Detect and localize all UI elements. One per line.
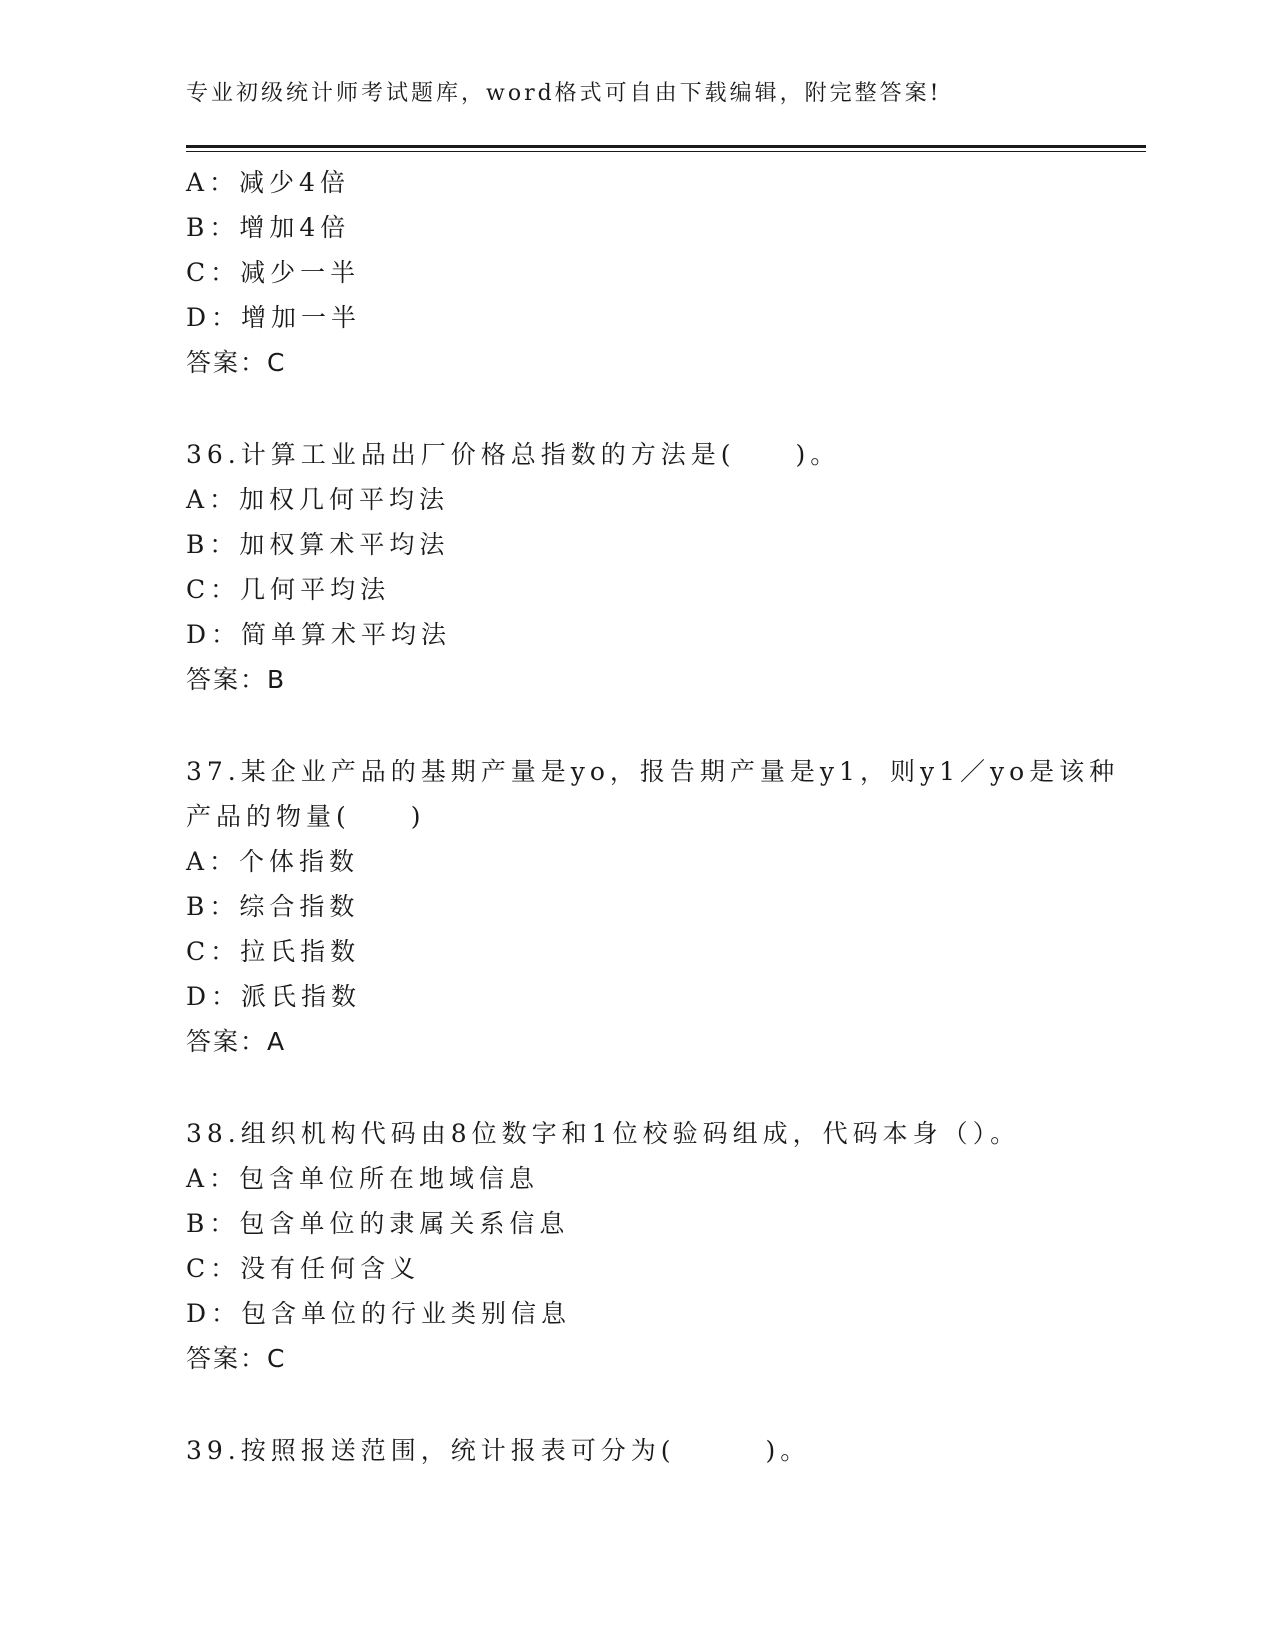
answer-line: 答案：C <box>186 1344 287 1373</box>
option-b: B：加权算术平均法 <box>186 530 450 559</box>
answer-line: 答案：B <box>186 665 287 694</box>
option-b: B：增加4倍 <box>186 213 351 242</box>
question-list <box>186 160 1146 1473</box>
page-header: 专业初级统计师考试题库，word格式可自由下载编辑，附完整答案! <box>186 81 942 106</box>
option-c: C：几何平均法 <box>186 575 391 604</box>
answer-line: 答案：A <box>186 1027 287 1056</box>
option-c: C：拉氏指数 <box>186 937 361 966</box>
option-d: D：派氏指数 <box>186 982 362 1011</box>
option-d: D：增加一半 <box>186 303 362 332</box>
answer-line: 答案：C <box>186 348 287 377</box>
question-block-36 <box>186 432 1146 702</box>
option-b: B：综合指数 <box>186 892 360 921</box>
question-block-35 <box>186 160 1146 385</box>
option-a: A：减少4倍 <box>186 168 350 197</box>
option-a: A：加权几何平均法 <box>186 485 450 514</box>
question-block-38 <box>186 1111 1146 1381</box>
option-b: B：包含单位的隶属关系信息 <box>186 1209 570 1238</box>
question-text: 38.组织机构代码由8位数字和1位校验码组成，代码本身（）。 <box>186 1119 1021 1148</box>
option-c: C：减少一半 <box>186 258 361 287</box>
question-text: 39.按照报送范围，统计报表可分为( )。 <box>186 1436 811 1465</box>
question-block-37 <box>186 749 1146 1064</box>
option-d: D：包含单位的行业类别信息 <box>186 1299 572 1328</box>
option-d: D：简单算术平均法 <box>186 620 452 649</box>
option-a: A：个体指数 <box>186 847 360 876</box>
question-block-39 <box>186 1428 1146 1473</box>
question-text-continued: 产品的物量( ) <box>186 802 426 831</box>
question-text: 37.某企业产品的基期产量是yo，报告期产量是y1，则y1／yo是该种 <box>186 757 1120 786</box>
header-rule-thick <box>186 145 1146 148</box>
question-text: 36.计算工业品出厂价格总指数的方法是( )。 <box>186 440 841 469</box>
option-a: A：包含单位所在地域信息 <box>186 1164 540 1193</box>
option-c: C：没有任何含义 <box>186 1254 421 1283</box>
header-rule-thin <box>186 151 1146 152</box>
